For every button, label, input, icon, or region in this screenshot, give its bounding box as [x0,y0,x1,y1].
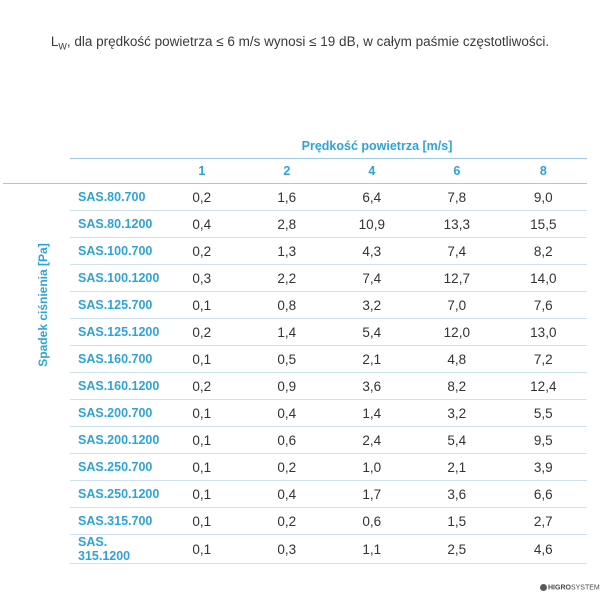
model-name: SAS.200.1200 [70,427,159,454]
higrosystem-logo [540,584,600,591]
pressure-drop-value: 4,3 [329,238,414,265]
pressure-drop-value: 12,7 [414,265,499,292]
row-spacer [3,319,70,346]
pressure-drop-value: 0,4 [244,400,329,427]
pressure-drop-value: 3,6 [414,481,499,508]
pressure-drop-value: 7,4 [414,238,499,265]
row-spacer [3,292,70,319]
pressure-drop-value: 0,1 [159,292,244,319]
header-spacer-name [70,159,159,184]
table-row [3,373,587,400]
pressure-drop-value: 7,6 [499,292,587,319]
model-name: SAS.160.1200 [70,373,159,400]
pressure-drop-value: 0,4 [159,211,244,238]
pressure-drop-value: 14,0 [499,265,587,292]
pressure-drop-value: 0,1 [159,346,244,373]
pressure-drop-value: 0,1 [159,535,244,564]
column-header: 8 [499,159,587,184]
pressure-drop-value: 0,3 [159,265,244,292]
pressure-drop-axis-label: Spadek ciśnienia [Pa] [36,243,50,367]
pressure-drop-value: 5,4 [414,427,499,454]
table-row [3,211,587,238]
logo-mark-icon [540,584,547,591]
column-header: 2 [244,159,329,184]
pressure-drop-value: 0,3 [244,535,329,564]
header-spacer [3,159,70,184]
row-spacer [3,508,70,535]
pressure-drop-value: 0,6 [244,427,329,454]
table-row [3,319,587,346]
pressure-drop-value: 7,0 [414,292,499,319]
pressure-drop-value: 0,4 [244,481,329,508]
pressure-drop-value: 6,6 [499,481,587,508]
row-spacer [3,427,70,454]
note-prefix: L [50,34,59,49]
model-name: SAS. 315.1200 [70,535,159,564]
row-spacer [3,400,70,427]
pressure-drop-value: 0,2 [159,238,244,265]
table-row [3,508,587,535]
pressure-drop-table [3,158,587,564]
pressure-drop-value: 3,6 [329,373,414,400]
pressure-drop-value: 3,9 [499,454,587,481]
model-name: SAS.100.1200 [70,265,159,292]
pressure-drop-value: 1,3 [244,238,329,265]
pressure-drop-value: 0,1 [159,427,244,454]
pressure-drop-value: 1,4 [244,319,329,346]
row-spacer [3,535,70,564]
pressure-drop-value: 8,2 [414,373,499,400]
pressure-drop-value: 3,2 [414,400,499,427]
model-name: SAS.80.700 [70,184,159,211]
row-spacer [3,481,70,508]
pressure-drop-value: 0,1 [159,400,244,427]
pressure-drop-value: 5,4 [329,319,414,346]
pressure-drop-value: 9,5 [499,427,587,454]
pressure-drop-value: 1,7 [329,481,414,508]
model-name: SAS.250.700 [70,454,159,481]
model-name: SAS.160.700 [70,346,159,373]
row-spacer [3,211,70,238]
table-row [3,481,587,508]
pressure-drop-value: 3,2 [329,292,414,319]
table-body [3,184,587,564]
pressure-drop-value: 1,6 [244,184,329,211]
pressure-drop-value: 9,0 [499,184,587,211]
pressure-drop-value: 13,3 [414,211,499,238]
row-spacer [3,454,70,481]
logo-rest: SYSTEM [570,584,600,592]
pressure-drop-value: 0,8 [244,292,329,319]
note-subscript: W [58,41,67,52]
pressure-drop-value: 6,4 [329,184,414,211]
model-name: SAS.200.700 [70,400,159,427]
pressure-drop-value: 0,9 [244,373,329,400]
pressure-drop-value: 15,5 [499,211,587,238]
model-name: SAS.100.700 [70,238,159,265]
pressure-drop-value: 12,0 [414,319,499,346]
table-row [3,265,587,292]
pressure-drop-value: 13,0 [499,319,587,346]
pressure-drop-value: 2,1 [329,346,414,373]
table-row [3,292,587,319]
pressure-drop-value: 0,2 [244,454,329,481]
column-header-row [3,159,587,184]
pressure-drop-value: 8,2 [499,238,587,265]
pressure-drop-value: 2,8 [244,211,329,238]
row-spacer [3,238,70,265]
pressure-drop-value: 0,6 [329,508,414,535]
table-row [3,400,587,427]
pressure-drop-value: 7,2 [499,346,587,373]
pressure-drop-value: 0,1 [159,454,244,481]
pressure-drop-value: 1,0 [329,454,414,481]
pressure-drop-value: 0,2 [159,319,244,346]
row-spacer [3,184,70,211]
model-name: SAS.125.700 [70,292,159,319]
model-name: SAS.80.1200 [70,211,159,238]
pressure-drop-value: 5,5 [499,400,587,427]
pressure-drop-value: 1,4 [329,400,414,427]
pressure-drop-value: 2,7 [499,508,587,535]
model-name: SAS.125.1200 [70,319,159,346]
logo-bold: HIGRO [548,584,571,592]
pressure-drop-value: 2,2 [244,265,329,292]
row-spacer [3,346,70,373]
column-header: 4 [329,159,414,184]
pressure-drop-value: 1,1 [329,535,414,564]
table-row [3,184,587,211]
pressure-drop-value: 0,2 [244,508,329,535]
intro-note [0,34,600,52]
model-name: SAS.315.700 [70,508,159,535]
pressure-drop-value: 10,9 [329,211,414,238]
column-header: 1 [159,159,244,184]
pressure-drop-value: 2,1 [414,454,499,481]
note-text: , dla prędkość powietrza ≤ 6 m/s wynosi ≤ 19 dB, w całym paśmie częstotliwości. [66,34,550,49]
table-row [3,238,587,265]
pressure-drop-value: 0,5 [244,346,329,373]
pressure-drop-value: 4,8 [414,346,499,373]
model-name: SAS.250.1200 [70,481,159,508]
table-row [3,454,587,481]
table-row [3,535,587,564]
row-spacer [3,265,70,292]
row-spacer [3,373,70,400]
pressure-drop-value: 1,5 [414,508,499,535]
table-row [3,427,587,454]
speed-header: Prędkość powietrza [m/s] [301,139,453,153]
pressure-drop-value: 0,2 [159,184,244,211]
pressure-drop-value: 7,8 [414,184,499,211]
pressure-drop-value: 4,6 [499,535,587,564]
pressure-drop-value: 0,1 [159,481,244,508]
pressure-drop-value: 7,4 [329,265,414,292]
pressure-drop-value: 2,4 [329,427,414,454]
pressure-drop-value: 12,4 [499,373,587,400]
pressure-drop-value: 0,1 [159,508,244,535]
column-header: 6 [414,159,499,184]
pressure-drop-value: 2,5 [414,535,499,564]
table-row [3,346,587,373]
pressure-drop-value: 0,2 [159,373,244,400]
